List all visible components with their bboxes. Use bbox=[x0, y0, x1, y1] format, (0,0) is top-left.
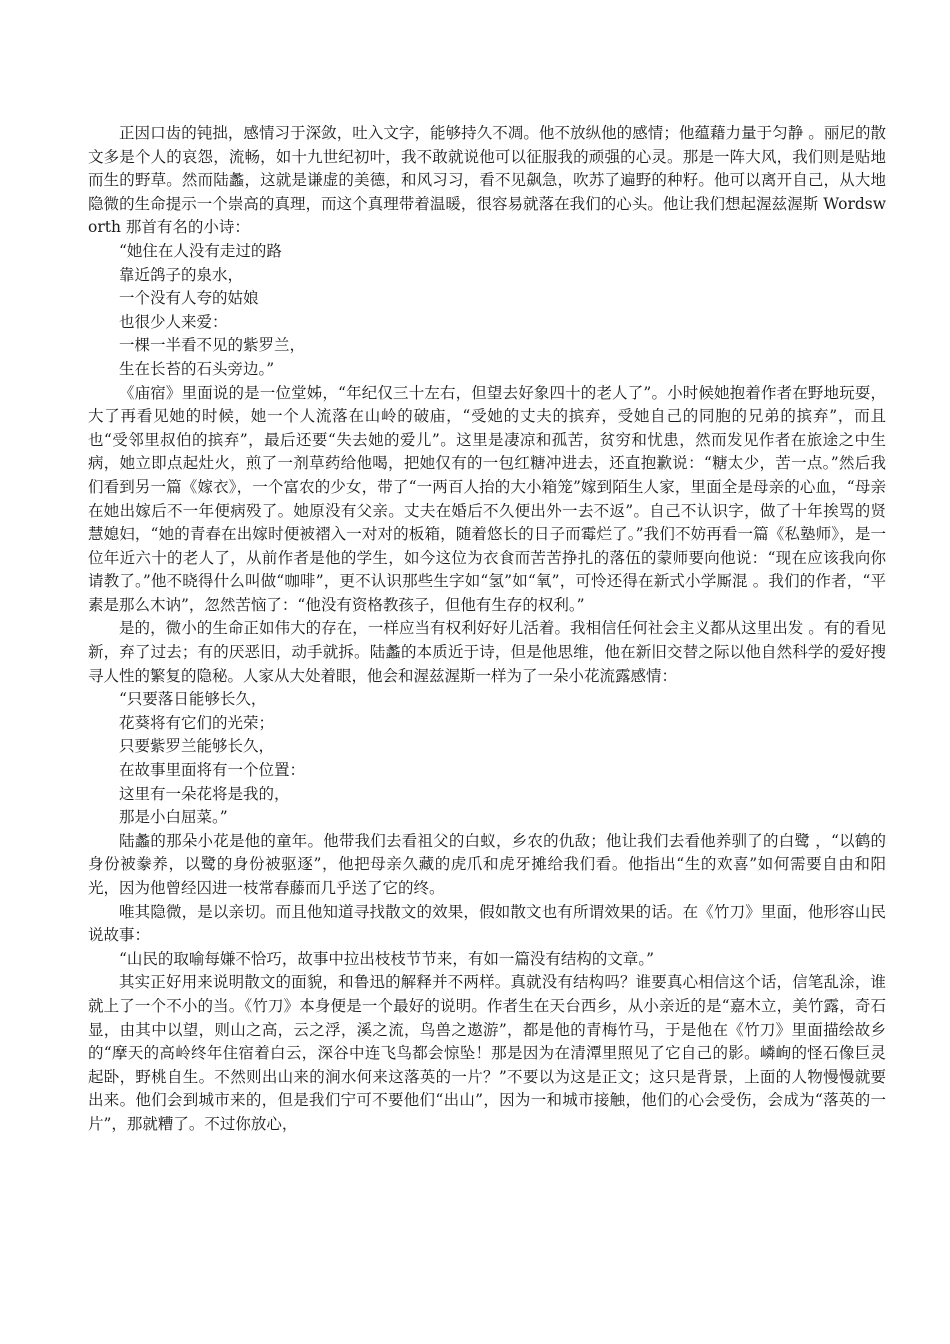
poem-line: 在故事里面将有一个位置： bbox=[119, 761, 306, 780]
poem-line: 一棵一半看不见的紫罗兰， bbox=[119, 336, 306, 355]
poem-line: 生在长苔的石头旁边。” bbox=[119, 359, 275, 378]
paragraph-childhood: 陆蠡的那朵小花是他的童年。他带我们去看祖父的白蚁，乡农的仇敌；他让我们去看他养驯了的白鹭 ，“以鹤的身份被豢养，以鹭的身份被驱逐”，他把母亲久藏的虎爪和虎牙摊给我们看。他指出“生的欢喜”如何需要自由和阳光，因为他曾经囚进一枝常春藤而几乎送了它的终。 bbox=[88, 831, 886, 897]
poem-line: 也很少人来爱： bbox=[119, 312, 228, 331]
poem-line: 只要紫罗兰能够长久， bbox=[119, 737, 275, 756]
paragraph-small-life: 是的，微小的生命正如伟大的存在，一样应当有权利好好儿活着。我相信任何社会主义都从这里出发 。有的看见新，弃了过去；有的厌恶旧，动手就拆。陆蠡的本质近于诗，但是他思维，他在新旧交替之际以他自然科学的爱好搜寻人性的繁复的隐秘。人家从大处着眼，他会和渥兹渥斯一样为了一朵小花流露感情： bbox=[88, 619, 886, 685]
quote-line: “山民的取喻每嫌不恰巧，故事中拉出枝枝节节来，有如一篇没有结构的文章。” bbox=[119, 949, 655, 968]
poem-line: 这里有一朵花将是我的， bbox=[119, 784, 290, 803]
poem-line: 一个没有人夸的姑娘 bbox=[119, 289, 259, 308]
paragraph-miaosu: 《庙宿》里面说的是一位堂姊，“年纪仅三十左右，但望去好象四十的老人了”。小时候她抱着作者在野地玩耍，大了再看见她的时候，她一个人流落在山岭的破庙，“受她的丈夫的摈弃，受她自己的同胞的兄弟的摈弃”，而且也“受邻里叔伯的摈弃”，最后还要“失去她的爱儿”。这里是凄凉和孤苦，贫穷和忧患，然而发见作者在旅途之中生病，她立即点起灶火，煎了一剂草药给他喝，把她仅有的一包红糖冲进去，还直抱歉说：“糖太少，苦一点。”然后我们看到另一篇《嫁衣》，一个富农的少女，带了“一两百人抬的大小箱笼”嫁到陌生人家，里面全是母亲的心血，“母亲在她出嫁后不一年便病殁了。她原没有父亲。丈夫在婚后不久便出外一去不返”。自己不认识字，做了十年挨骂的贤慧媳妇，“她的青春在出嫁时便被褶入一对对的板箱，随着悠长的日子而霉烂了。”我们不妨再看一篇《私塾师》，是一位年近六十的老人了，从前作者是他的学生，如今这位为衣食而苦苦挣扎的落伍的蒙师要向他说：“现在应该我向你请教了。”他不晓得什么叫做“咖啡”，更不认识那些生字如“氢”如“氧”，可怜还得在新式小学厮混 。我们的作者，“平素是那么木讷”，忽然苦恼了：“他没有资格教孩子，但他有生存的权利。” bbox=[88, 383, 886, 614]
paragraph-intimacy: 唯其隐微，是以亲切。而且他知道寻找散文的效果，假如散文也有所谓效果的话。在《竹刀》里面，他形容山民说故事： bbox=[88, 902, 886, 945]
essay-body bbox=[88, 122, 886, 1137]
poem-line: “她住在人没有走过的路 bbox=[119, 241, 282, 260]
poem-line: 那是小白屈菜。” bbox=[119, 808, 228, 827]
poem-line: 靠近鸽子的泉水， bbox=[119, 265, 244, 284]
poem-line: “只要落日能够长久， bbox=[119, 690, 267, 709]
paragraph-intro: 正因口齿的钝拙，感情习于深敛，吐入文字，能够持久不凋。他不放纵他的感情；他蕴藉力量于匀静 。丽尼的散文多是个人的哀怨，流畅，如十九世纪初叶，我不敢就说他可以征服我的顽强的心灵。那是一阵大风，我们则是贴地而生的野草。然而陆蠡，这就是谦虚的美德，和风习习，看不见飙急，吹苏了遍野的种籽。他可以离开自己，从大地隐微的生命提示一个崇高的真理，而这个真理带着温暖，很容易就落在我们的心头。他让我们想起渥兹渥斯 Wordsworth 那首有名的小诗： bbox=[88, 124, 886, 237]
poem-line: 花葵将有它们的光荣； bbox=[119, 713, 275, 732]
paragraph-bamboo-knife: 其实正好用来说明散文的面貌，和鲁迅的解释并不两样。真就没有结构吗？谁要真心相信这个话，信笔乱涂，谁就上了一个不小的当。《竹刀》本身便是一个最好的说明。作者生在天台西乡，从小亲近的是“嘉木立，美竹露，奇石显，由其中以望，则山之高，云之浮，溪之流，鸟兽之遨游”，都是他的青梅竹马，于是他在《竹刀》里面描绘故乡的“摩天的高岭终年住宿着白云，深谷中连飞鸟都会惊坠！那是因为在清潭里照见了它自己的影。嶙峋的怪石像巨灵起卧，野桃自生。不然则出山来的涧水何来这落英的一片？”不要以为这是正文；这只是背景，上面的人物慢慢就要出来。他们会到城市来的，但是我们宁可不要他们“出山”，因为一和城市接触，他们的心会受伤，会成为“落英的一片”，那就糟了。不过你放心， bbox=[88, 973, 886, 1133]
